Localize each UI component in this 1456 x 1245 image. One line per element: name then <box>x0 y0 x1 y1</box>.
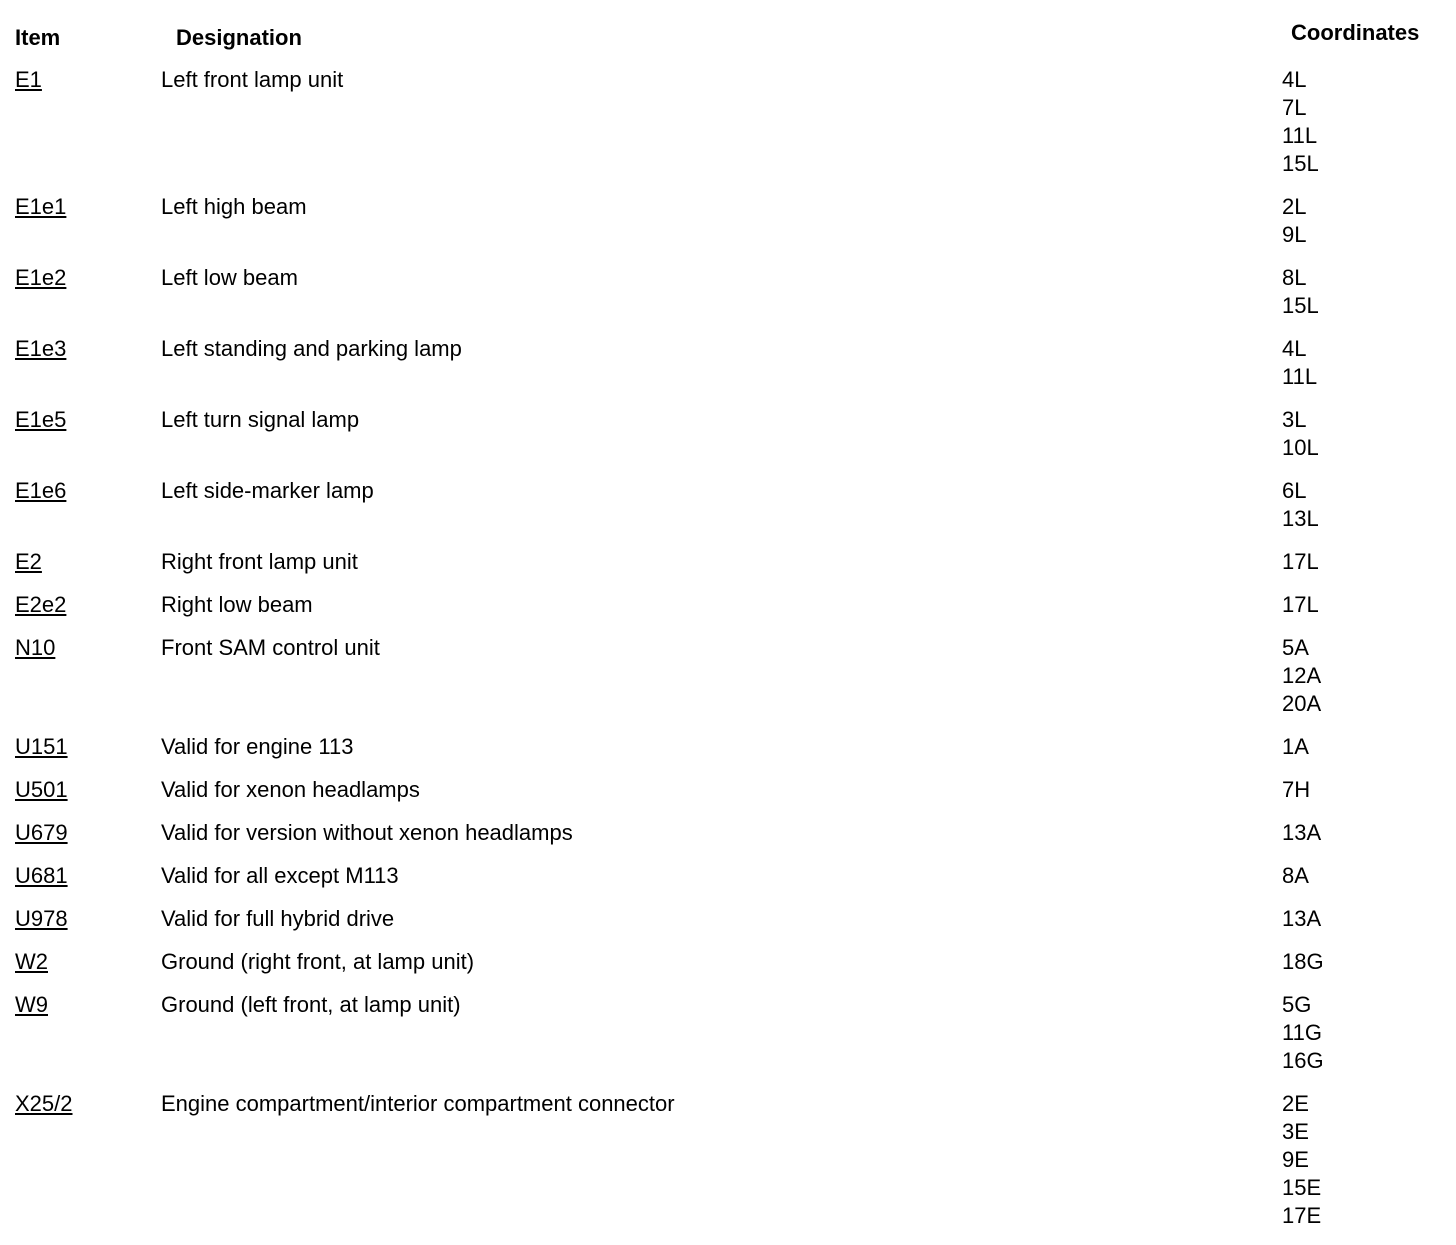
item-link[interactable]: E2 <box>15 549 42 574</box>
table-row <box>0 905 1456 933</box>
designation-cell: Left turn signal lamp <box>161 407 360 432</box>
coordinates-cell <box>1282 193 1442 249</box>
coordinate-value: 12A <box>1282 663 1322 688</box>
coordinates-cell <box>1282 66 1442 178</box>
item-link[interactable]: X25/2 <box>15 1091 73 1116</box>
coordinate-value: 15L <box>1282 293 1319 318</box>
coordinate-value: 8A <box>1282 863 1309 888</box>
designation-cell: Front SAM control unit <box>161 635 380 660</box>
designation-cell: Valid for engine 113 <box>161 734 354 759</box>
table-row <box>0 991 1456 1075</box>
coordinates-cell <box>1282 548 1442 576</box>
legend-table <box>0 66 1456 1245</box>
designation-cell: Valid for version without xenon headlamps <box>161 820 573 845</box>
item-link[interactable]: E1e1 <box>15 194 67 219</box>
coordinates-cell <box>1282 819 1442 847</box>
designation-cell: Left standing and parking lamp <box>161 336 462 361</box>
designation-cell: Left low beam <box>161 265 298 290</box>
table-row <box>0 477 1456 533</box>
item-link[interactable]: E1e5 <box>15 407 67 432</box>
item-link[interactable]: U501 <box>15 777 68 802</box>
item-cell <box>0 862 161 890</box>
item-cell <box>0 406 161 434</box>
item-cell <box>0 634 161 662</box>
item-cell <box>0 548 161 576</box>
item-link[interactable]: E1 <box>15 67 42 92</box>
table-row <box>0 66 1456 178</box>
table-row <box>0 819 1456 847</box>
header-coordinates: Coordinates <box>1291 20 1420 45</box>
coordinates-cell <box>1282 948 1442 976</box>
item-link[interactable]: W2 <box>15 949 48 974</box>
table-row <box>0 634 1456 718</box>
coordinates-cell <box>1282 776 1442 804</box>
table-row <box>0 776 1456 804</box>
designation-cell: Right front lamp unit <box>161 549 358 574</box>
coordinates-cell <box>1282 862 1442 890</box>
header-item: Item <box>15 25 61 50</box>
coordinate-value: 3E <box>1282 1119 1309 1144</box>
item-cell <box>0 905 161 933</box>
designation-cell: Left high beam <box>161 194 307 219</box>
coordinate-value: 1A <box>1282 734 1309 759</box>
table-row <box>0 948 1456 976</box>
item-link[interactable]: E1e6 <box>15 478 67 503</box>
coordinates-cell <box>1282 733 1442 761</box>
table-row <box>0 591 1456 619</box>
coordinate-value: 15E <box>1282 1175 1322 1200</box>
coordinates-cell <box>1282 905 1442 933</box>
item-cell <box>0 264 161 292</box>
item-cell <box>0 193 161 221</box>
item-cell <box>0 819 161 847</box>
item-link[interactable]: U681 <box>15 863 68 888</box>
item-cell <box>0 776 161 804</box>
coordinate-value: 18G <box>1282 949 1324 974</box>
header-designation: Designation <box>176 25 302 50</box>
table-row <box>0 406 1456 462</box>
coordinate-value: 13A <box>1282 820 1322 845</box>
coordinate-value: 9E <box>1282 1147 1309 1172</box>
coordinate-value: 8L <box>1282 265 1307 290</box>
item-cell <box>0 733 161 761</box>
table-row <box>0 733 1456 761</box>
coordinate-value: 20A <box>1282 691 1322 716</box>
coordinate-value: 9L <box>1282 222 1307 247</box>
table-row <box>0 335 1456 391</box>
item-link[interactable]: N10 <box>15 635 56 660</box>
designation-cell: Engine compartment/interior compartment connector <box>161 1091 675 1116</box>
coordinate-value: 17E <box>1282 1203 1322 1228</box>
designation-cell: Valid for full hybrid drive <box>161 906 395 931</box>
coordinates-cell <box>1282 406 1442 462</box>
coordinates-cell <box>1282 477 1442 533</box>
coordinate-value: 7H <box>1282 777 1311 802</box>
coordinate-value: 6L <box>1282 478 1307 503</box>
item-cell <box>0 335 161 363</box>
item-link[interactable]: W9 <box>15 992 48 1017</box>
designation-cell: Ground (left front, at lamp unit) <box>161 992 461 1017</box>
designation-cell: Valid for all except M113 <box>161 863 399 888</box>
coordinate-value: 2E <box>1282 1091 1309 1116</box>
item-link[interactable]: U679 <box>15 820 68 845</box>
coordinates-cell <box>1282 991 1442 1075</box>
coordinate-value: 5A <box>1282 635 1309 660</box>
coordinates-cell <box>1282 264 1442 320</box>
coordinate-value: 15L <box>1282 151 1319 176</box>
coordinates-cell <box>1282 335 1442 391</box>
coordinate-value: 11L <box>1282 123 1318 148</box>
item-cell <box>0 66 161 94</box>
item-cell <box>0 591 161 619</box>
table-row <box>0 548 1456 576</box>
table-row <box>0 1090 1456 1230</box>
coordinate-value: 13A <box>1282 906 1322 931</box>
coordinate-value: 5G <box>1282 992 1312 1017</box>
item-cell <box>0 948 161 976</box>
designation-cell: Ground (right front, at lamp unit) <box>161 949 475 974</box>
item-cell <box>0 991 161 1019</box>
coordinates-cell <box>1282 634 1442 718</box>
item-cell <box>0 1090 161 1118</box>
table-row <box>0 264 1456 320</box>
coordinate-value: 11G <box>1282 1020 1322 1045</box>
coordinates-cell <box>1282 591 1442 619</box>
table-row <box>0 193 1456 249</box>
table-row <box>0 862 1456 890</box>
coordinate-value: 13L <box>1282 506 1319 531</box>
coordinate-value: 4L <box>1282 336 1307 361</box>
coordinate-value: 16G <box>1282 1048 1324 1073</box>
coordinate-value: 10L <box>1282 435 1319 460</box>
designation-cell: Left side-marker lamp <box>161 478 374 503</box>
item-link[interactable]: U978 <box>15 906 68 931</box>
item-cell <box>0 477 161 505</box>
item-link[interactable]: U151 <box>15 734 68 759</box>
coordinate-value: 17L <box>1282 592 1319 617</box>
designation-cell: Valid for xenon headlamps <box>161 777 420 802</box>
designation-cell: Right low beam <box>161 592 313 617</box>
coordinates-cell <box>1282 1090 1442 1230</box>
item-link[interactable]: E1e3 <box>15 336 67 361</box>
coordinate-value: 7L <box>1282 95 1307 120</box>
item-link[interactable]: E1e2 <box>15 265 67 290</box>
designation-cell: Left front lamp unit <box>161 67 344 92</box>
coordinate-value: 4L <box>1282 67 1307 92</box>
coordinate-value: 17L <box>1282 549 1319 574</box>
item-link[interactable]: E2e2 <box>15 592 67 617</box>
coordinate-value: 11L <box>1282 364 1318 389</box>
coordinate-value: 3L <box>1282 407 1307 432</box>
coordinate-value: 2L <box>1282 194 1307 219</box>
